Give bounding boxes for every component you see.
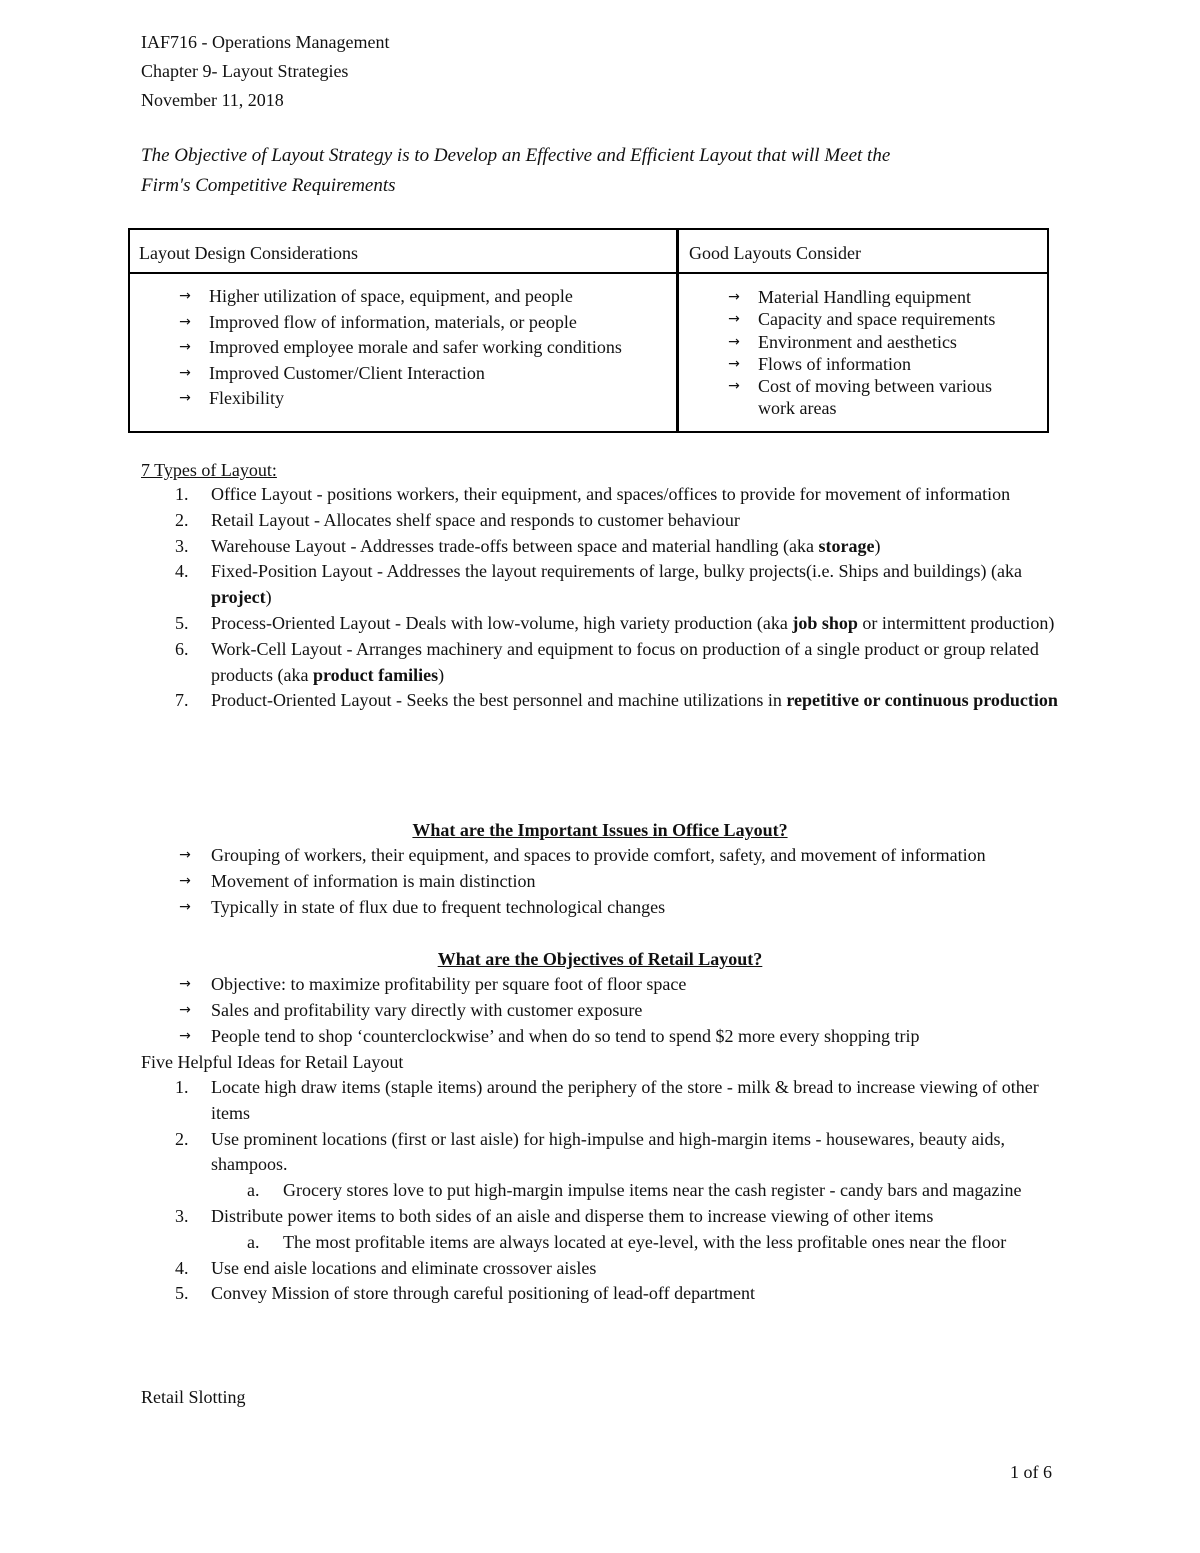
table-header-left: Layout Design Considerations: [139, 243, 358, 263]
arrow-icon: →: [179, 288, 191, 304]
list-item: → Grouping of workers, their equipment, and spaces to provide comfort, safety, and movement of information: [0, 843, 1200, 869]
types-heading: 7 Types of Layout:: [141, 460, 277, 480]
list-item: 1. Locate high draw items (staple items) around the periphery of the store - milk & bread to increase viewing of other items: [175, 1077, 1039, 1123]
arrow-icon: →: [179, 339, 191, 355]
office-heading: What are the Important Issues in Office Layout?: [412, 820, 788, 840]
chapter-title: Chapter 9- Layout Strategies: [141, 61, 349, 81]
arrow-icon: →: [728, 378, 740, 395]
date: November 11, 2018: [141, 90, 284, 110]
arrow-icon: →: [728, 333, 740, 350]
course-title: IAF716 - Operations Management: [141, 32, 390, 52]
list-item: 3. Warehouse Layout - Addresses trade-offs between space and material handling (aka storage): [175, 535, 881, 556]
list-item: 3. Distribute power items to both sides of an aisle and disperse them to increase viewing of other items: [175, 1205, 934, 1226]
objective-line-1: The Objective of Layout Strategy is to Develop an Effective and Efficient Layout that will Meet the: [141, 145, 891, 166]
types-list: [0, 482, 1200, 714]
arrow-icon: →: [179, 390, 191, 406]
arrow-icon: →: [179, 1027, 191, 1044]
list-item: → Objective: to maximize profitability per square foot of floor space: [0, 972, 1200, 998]
ideas-list: [0, 1075, 1200, 1307]
list-item: → Sales and profitability vary directly with customer exposure: [0, 998, 1200, 1024]
sub-list-item: a. Grocery stores love to put high-margin impulse items near the cash register - candy bars and magazine: [247, 1180, 1022, 1201]
list-item: → People tend to shop ‘counterclockwise’ and when do so tend to spend $2 more every shopping trip: [0, 1024, 1200, 1050]
arrow-icon: →: [728, 355, 740, 372]
page-number: 1 of 6: [1010, 1462, 1052, 1482]
list-item: 5. Convey Mission of store through careful positioning of lead-off department: [175, 1283, 756, 1304]
list-item: 2. Use prominent locations (first or last aisle) for high-impulse and high-margin items - housewares, beauty aids, shampoos.: [175, 1128, 1005, 1175]
arrow-icon: →: [179, 976, 191, 992]
arrow-icon: →: [728, 289, 740, 305]
arrow-icon: →: [179, 364, 191, 381]
retail-heading: What are the Objectives of Retail Layout?: [437, 949, 763, 969]
list-item: → Movement of information is main distinction: [0, 869, 1200, 895]
arrow-icon: →: [179, 898, 191, 915]
table-header-divider: [128, 272, 1049, 274]
table-header-right: Good Layouts Consider: [689, 243, 861, 263]
list-item: → Typically in state of flux due to frequent technological changes: [0, 895, 1200, 921]
list-item: 1. Office Layout - positions workers, their equipment, and spaces/offices to provide for movement of information: [175, 484, 1011, 504]
arrow-icon: →: [179, 872, 191, 889]
list-item: 2. Retail Layout - Allocates shelf space and responds to customer behaviour: [175, 509, 740, 530]
list-item: 7. Product-Oriented Layout - Seeks the best personnel and machine utilizations in repetitive or continuous production: [175, 690, 1058, 711]
list-item: 6. Work-Cell Layout - Arranges machinery and equipment to focus on production of a single product or group related products (aka product families): [175, 638, 1039, 685]
office-issues-list: [0, 843, 1200, 920]
table-column-divider: [676, 228, 679, 433]
retail-objectives-list: [0, 972, 1200, 1049]
objective-line-2: Firm's Competitive Requirements: [141, 175, 396, 196]
sub-list-item: a. The most profitable items are always located at eye-level, with the less profitable ones near the floor: [247, 1231, 1007, 1252]
ideas-heading: Five Helpful Ideas for Retail Layout: [141, 1052, 404, 1072]
retail-slotting-heading: Retail Slotting: [141, 1387, 246, 1407]
document-page: IAF716 - Operations Management Chapter 9- Layout Strategies November 11, 2018 The Objective of Layout Strategy is to Develop an Effective and Efficient Layout that will Meet the Firm's Competitive Requirements Layout Design Considerations Good Layouts Consider → Higher utilization of space, equipment, and people → Improved flow of information, materials, or people → Improved employee morale and safer working conditions → Improved Customer/Client Interaction → Flexibility → Material Handling equipment → Capacity and space requirements → Environment and aesthetics → Flows of information → Cost of moving between various work areas 7 Types of Layout: 1. Office Layout - positions workers, their equipment, and spaces/offices to provide for movement of information 2. Retail Layout - Allocates shelf space and responds to customer behaviour 3. Warehouse Layout - Addresses trade-offs between space and material handling (aka storage) 4. Fixed-Position Layout - Addresses the layout requirements of large, bulky projects(i.e. Ships and buildings) (aka project) 5. Process-Oriented Layout - Deals with low-volume, high variety production (aka job shop or intermittent production) 6. Work-Cell Layout - Arranges machinery and equipment to focus on production of a single product or group related products (aka product families) 7. Product-Oriented Layout - Seeks the best personnel and machine utilizations in repetitive or continuous production What are the Important Issues in Office Layout? → Grouping of workers, their equipment, and spaces to provide comfort, safety, and movement of information → Movement of information is main distinction → Typically in state of flux due to frequent technological changes What are the Objectives of Retail Layout? → Objective: to maximize profitability per square foot of floor space → Sales and profitability vary directly with customer exposure → People tend to shop ‘counterclockwise’ and when do so tend to spend $2 more every shopping trip Five Helpful Ideas for Retail Layout 1. Locate high draw items (staple items) around the periphery of the store - milk & bread to increase viewing of other items 2. Use prominent locations (first or last aisle) for high-impulse and high-margin items - housewares, beauty aids, shampoos. a. Grocery stores love to put high-margin impulse items near the cash register - candy bars and magazine 3. Distribute power items to both sides of an aisle and disperse them to increase viewing of other items a. The most profitable items are always located at eye-level, with the less profitable ones near the floor 4. Use end aisle locations and eliminate crossover aisles 5. Convey Mission of store through careful positioning of lead-off department Retail Slotting 1 of 6: [0, 0, 1200, 1553]
list-item: 5. Process-Oriented Layout - Deals with low-volume, high variety production (aka job shop or intermittent production): [175, 612, 1055, 633]
arrow-icon: →: [179, 1001, 191, 1018]
list-item: 4. Use end aisle locations and eliminate crossover aisles: [175, 1257, 597, 1278]
arrow-icon: →: [728, 311, 740, 328]
arrow-icon: →: [179, 847, 191, 863]
arrow-icon: →: [179, 313, 191, 330]
list-item: 4. Fixed-Position Layout - Addresses the layout requirements of large, bulky projects(i.e. Ships and buildings) (aka project): [175, 561, 1023, 608]
